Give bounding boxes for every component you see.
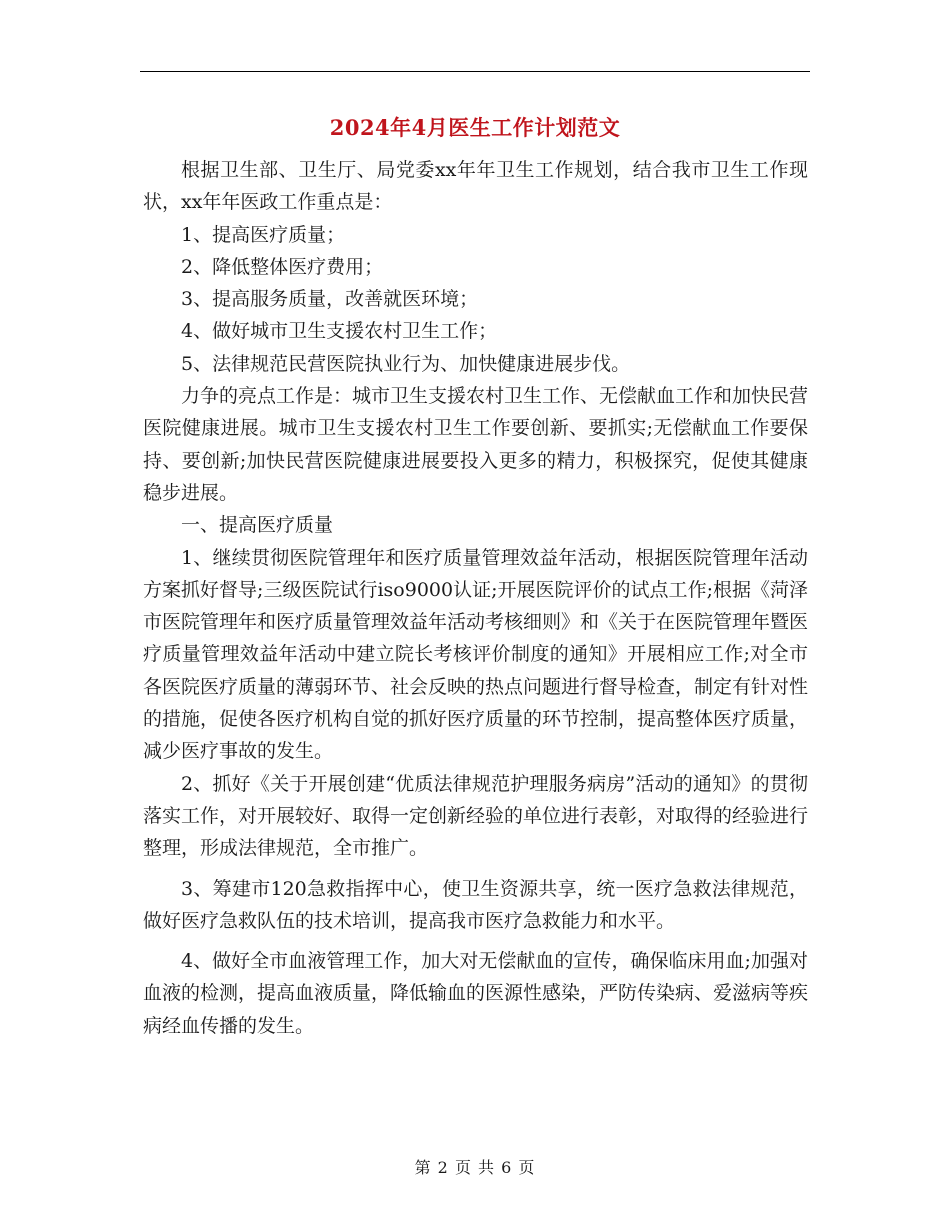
header-rule <box>140 71 810 72</box>
section-item-1: 1、继续贯彻医院管理年和医疗质量管理效益年活动，根据医院管理年活动方案抓好督导;三级医院试行iso9000认证;开展医院评价的试点工作;根据《菏泽市医院管理年和医疗质量管理效益年活动考核细则》和《关于在医院管理年暨医疗质量管理效益年活动中建立院长考核评价制度的通知》开展相应工作;对全市各医院医疗质量的薄弱环节、社会反映的热点问题进行督导检查，制定有针对性的措施，促使各医疗机构自觉的抓好医疗质量的环节控制，提高整体医疗质量，减少医疗事故的发生。 <box>143 546 809 763</box>
section-item-3: 3、筹建市120急救指挥中心，使卫生资源共享，统一医疗急救法律规范，做好医疗急救队伍的技术培训，提高我市医疗急救能力和水平。 <box>143 877 808 932</box>
intro-paragraph: 根据卫生部、卫生厅、局党委xx年年卫生工作规划，结合我市卫生工作现状，xx年年医政工作重点是： <box>143 159 808 214</box>
section-item-2: 2、抓好《关于开展创建“优质法律规范护理服务病房”活动的通知》的贯彻落实工作，对开展较好、取得一定创新经验的单位进行表彰，对取得的经验进行整理，形成法律规范，全市推广。 <box>143 772 809 860</box>
section-heading-1: 一、提高医疗质量 <box>181 514 334 537</box>
page-number-footer: 第 2 页 共 6 页 <box>414 1158 536 1177</box>
list-item-2: 2、降低整体医疗费用； <box>181 255 384 278</box>
list-item-5: 5、法律规范民营医院执业行为、加快健康进展步伐。 <box>181 352 631 375</box>
document-body <box>143 154 808 1042</box>
section-item-4: 4、做好全市血液管理工作，加大对无偿献血的宣传，确保临床用血;加强对血液的检测，提高血液质量，降低输血的医源性感染，严防传染病、爱滋病等疾病经血传播的发生。 <box>143 950 809 1037</box>
highlight-paragraph: 力争的亮点工作是：城市卫生支援农村卫生工作、无偿献血工作和加快民营医院健康进展。城市卫生支援农村卫生工作要创新、要抓实;无偿献血工作要保持、要创新;加快民营医院健康进展要投入更多的精力，积极探究，促使其健康稳步进展。 <box>143 385 809 504</box>
document-title: 2024年4月医生工作计划范文 <box>329 115 621 140</box>
list-item-3: 3、提高服务质量，改善就医环境； <box>181 288 479 311</box>
list-item-4: 4、做好城市卫生支援农村卫生工作； <box>181 320 498 343</box>
list-item-1: 1、提高医疗质量； <box>181 223 346 246</box>
